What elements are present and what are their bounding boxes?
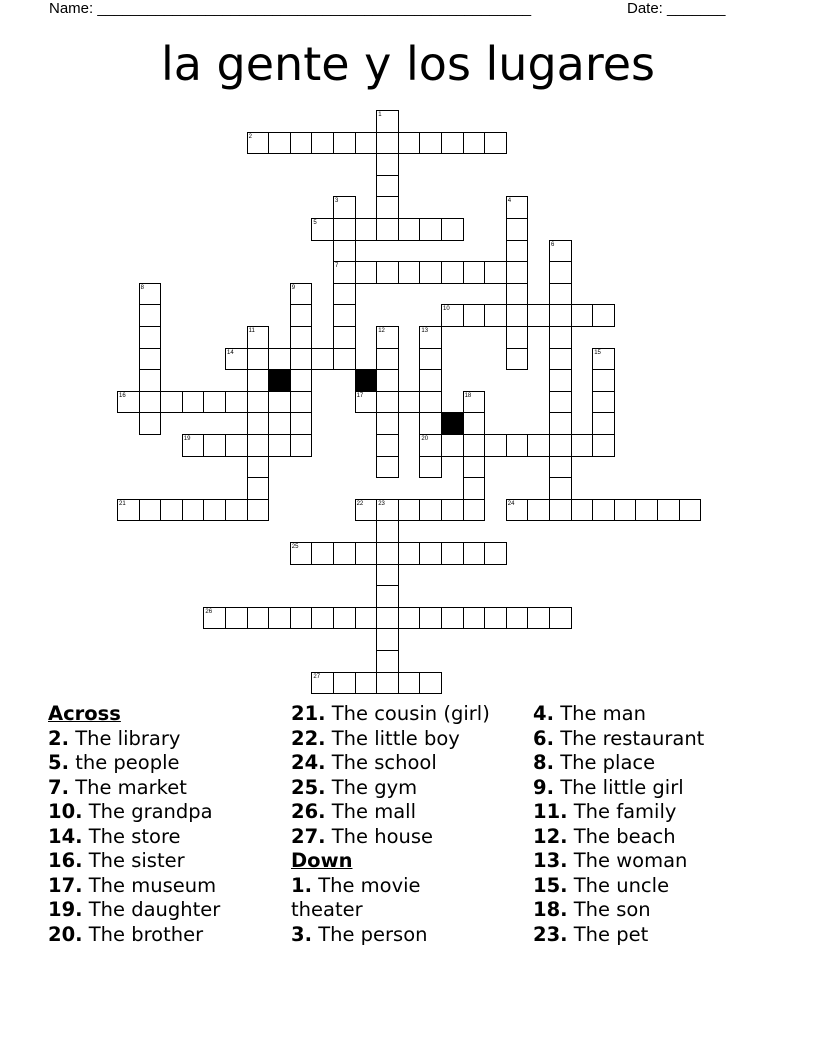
clue-text: The grandpa	[88, 800, 213, 823]
grid-cell[interactable]	[506, 261, 529, 284]
clue-number: 6.	[533, 726, 554, 750]
grid-cell[interactable]	[290, 369, 313, 392]
grid-cell[interactable]	[333, 132, 356, 155]
grid-cell[interactable]	[527, 304, 550, 327]
clue-number: 1.	[291, 873, 312, 897]
grid-cell[interactable]	[592, 391, 615, 414]
grid-cell[interactable]	[182, 391, 205, 414]
grid-cell[interactable]	[376, 456, 399, 479]
grid-cell[interactable]	[160, 499, 183, 522]
clue	[291, 751, 496, 776]
clue-number: 26	[205, 608, 213, 615]
clue-text: The uncle	[573, 873, 670, 897]
grid-cell[interactable]	[355, 261, 378, 284]
clue-text: The person	[318, 922, 428, 946]
clue-number: 22	[356, 500, 364, 507]
grid-cell[interactable]	[549, 391, 572, 414]
clue-number: 2	[248, 133, 252, 140]
grid-cell[interactable]	[160, 391, 183, 414]
grid-cell[interactable]	[571, 499, 594, 522]
grid-cell[interactable]	[463, 132, 486, 155]
clue-number: 7.	[48, 775, 69, 799]
page-title: la gente y los lugares	[160, 37, 656, 91]
grid-cell[interactable]	[333, 348, 356, 371]
grid-cell[interactable]	[355, 218, 378, 241]
grid-cell[interactable]	[355, 607, 378, 630]
grid-cell[interactable]	[398, 261, 421, 284]
clue-text: The library	[75, 726, 181, 750]
grid-cell[interactable]	[419, 456, 442, 479]
clue-text: The market	[75, 775, 187, 799]
clue-number: 18.	[533, 898, 568, 921]
clue-number: 11	[248, 328, 255, 334]
clue	[533, 702, 704, 727]
clue-text: The gym	[331, 775, 418, 799]
grid-cell[interactable]	[225, 391, 248, 414]
grid-cell[interactable]	[419, 499, 442, 522]
grid-cell[interactable]	[376, 672, 399, 695]
clue-text: The cousin (girl)	[331, 702, 490, 725]
grid-cell[interactable]	[463, 542, 486, 565]
clue-number: 10	[443, 306, 450, 313]
clue	[291, 874, 496, 923]
grid-cell[interactable]	[419, 369, 442, 392]
grid-cell[interactable]	[506, 283, 529, 306]
grid-cell[interactable]	[333, 240, 356, 263]
grid-cell[interactable]	[376, 132, 399, 155]
grid-cell[interactable]	[290, 412, 313, 435]
grid-cell[interactable]	[333, 304, 356, 327]
clues-column-2	[291, 702, 496, 947]
clue-text: The movie theater	[291, 873, 421, 921]
clue	[48, 825, 220, 850]
grid-cell[interactable]	[225, 607, 248, 630]
grid-cell[interactable]	[376, 628, 399, 651]
grid-cell[interactable]	[333, 326, 356, 349]
clue-text: the people	[75, 751, 180, 774]
clue-number: 8	[140, 284, 144, 291]
clue	[291, 800, 496, 825]
grid-cell[interactable]	[549, 261, 572, 284]
grid-cell[interactable]	[333, 218, 356, 241]
grid-cell[interactable]	[463, 261, 486, 284]
grid-cell[interactable]	[139, 326, 162, 349]
clue-text: The woman	[573, 849, 688, 872]
grid-cell[interactable]	[268, 391, 291, 414]
clue-number: 23.	[533, 922, 568, 946]
grid-cell[interactable]	[247, 391, 270, 414]
grid-cell[interactable]	[203, 499, 226, 522]
clue-number: 4.	[533, 702, 554, 725]
clue-number: 5.	[48, 751, 69, 774]
clue-text: The son	[573, 898, 651, 921]
grid-cell[interactable]	[679, 499, 702, 522]
clue-number: 20.	[48, 922, 83, 946]
grid-cell[interactable]	[592, 499, 615, 522]
clue-number: 20	[421, 436, 429, 442]
clue	[533, 800, 704, 825]
clue-number: 23	[378, 500, 385, 507]
grid-cell[interactable]	[376, 196, 399, 219]
grid-cell[interactable]	[419, 348, 442, 371]
grid-cell[interactable]	[506, 326, 529, 349]
grid-cell[interactable]	[355, 542, 378, 565]
down-heading: Down	[291, 849, 353, 872]
grid-cell[interactable]	[484, 434, 507, 457]
grid-cell[interactable]	[290, 348, 313, 371]
clue-number: 8.	[533, 751, 554, 774]
clue-number: 7	[335, 263, 339, 270]
grid-cell[interactable]	[268, 348, 291, 371]
grid-cell[interactable]	[549, 499, 572, 522]
clue-text: The daughter	[88, 898, 221, 921]
grid-cell[interactable]	[463, 434, 486, 457]
clue	[533, 923, 704, 948]
grid-cell[interactable]	[268, 434, 291, 457]
clue-number: 12	[378, 328, 385, 334]
grid-cell[interactable]	[398, 542, 421, 565]
grid-cell[interactable]	[247, 477, 270, 500]
clue-number: 1	[378, 112, 382, 118]
grid-cell[interactable]	[333, 542, 356, 565]
grid-cell[interactable]	[376, 348, 399, 371]
grid-cell[interactable]	[571, 434, 594, 457]
grid-cell[interactable]	[139, 304, 162, 327]
grid-cell[interactable]	[549, 326, 572, 349]
clue-number: 24.	[291, 751, 326, 774]
clue	[533, 776, 704, 801]
grid-cell[interactable]	[549, 369, 572, 392]
grid-cell[interactable]	[139, 412, 162, 435]
grid-cell[interactable]	[441, 607, 464, 630]
grid-cell[interactable]	[527, 434, 550, 457]
grid-cell[interactable]	[247, 348, 270, 371]
grid-cell[interactable]	[398, 499, 421, 522]
clue	[291, 825, 496, 850]
grid-cell[interactable]	[419, 607, 442, 630]
grid-cell[interactable]	[549, 412, 572, 435]
grid-cell[interactable]	[268, 132, 291, 155]
clue	[48, 874, 220, 899]
clue-number: 17.	[48, 873, 83, 897]
grid-cell[interactable]	[527, 499, 550, 522]
grid-cell[interactable]	[203, 391, 226, 414]
grid-cell[interactable]	[290, 304, 313, 327]
grid-cell[interactable]	[376, 369, 399, 392]
clue-text: The mall	[331, 800, 416, 823]
clue-number: 16	[119, 392, 126, 399]
grid-cell[interactable]	[376, 261, 399, 284]
clue	[533, 874, 704, 899]
clue	[48, 923, 220, 948]
clue	[533, 751, 704, 776]
grid-cell[interactable]	[571, 304, 594, 327]
grid-cell[interactable]	[549, 434, 572, 457]
grid-cell[interactable]	[549, 477, 572, 500]
grid-cell[interactable]	[247, 412, 270, 435]
clue-number: 14	[227, 349, 234, 356]
grid-cell[interactable]	[441, 261, 464, 284]
grid-cell[interactable]	[463, 607, 486, 630]
clue-number: 27.	[291, 824, 326, 848]
grid-cell[interactable]	[463, 304, 486, 327]
clue-number: 21.	[291, 702, 326, 725]
grid-cell[interactable]	[290, 391, 313, 414]
grid-cell[interactable]	[290, 132, 313, 155]
grid-cell[interactable]	[614, 499, 637, 522]
grid-cell[interactable]	[398, 132, 421, 155]
grid-cell[interactable]	[355, 672, 378, 695]
grid-cell[interactable]	[376, 650, 399, 673]
clue-text: The little boy	[331, 726, 460, 750]
clue	[48, 727, 220, 752]
clue-number: 16.	[48, 849, 83, 872]
grid-cell[interactable]	[506, 607, 529, 630]
grid-cell[interactable]	[549, 304, 572, 327]
grid-cell[interactable]	[592, 412, 615, 435]
grid-cell[interactable]	[139, 369, 162, 392]
name-line[interactable]: Name: ____________________________________________________	[49, 0, 532, 17]
grid-cell[interactable]	[657, 499, 680, 522]
clue-text: The restaurant	[560, 726, 705, 750]
grid-cell[interactable]	[549, 348, 572, 371]
grid-cell[interactable]	[484, 607, 507, 630]
clue-number: 3.	[291, 922, 312, 946]
grid-cell[interactable]	[376, 412, 399, 435]
clue-text: The house	[331, 824, 434, 848]
clue	[291, 702, 496, 727]
clue-text: The little girl	[560, 775, 684, 799]
clue	[533, 849, 704, 874]
clue-number: 12.	[533, 824, 568, 848]
grid-cell[interactable]	[419, 542, 442, 565]
clue	[533, 727, 704, 752]
clue-number: 9.	[533, 775, 554, 799]
grid-cell[interactable]	[376, 520, 399, 543]
grid-cell[interactable]	[463, 456, 486, 479]
clue	[533, 898, 704, 923]
clue-number: 24	[507, 500, 515, 507]
clue-number: 19.	[48, 898, 83, 921]
grid-cell[interactable]	[247, 434, 270, 457]
grid-cell[interactable]	[506, 348, 529, 371]
clue-text: The store	[88, 824, 181, 848]
clue-number: 15	[594, 349, 601, 356]
grid-cell[interactable]	[225, 434, 248, 457]
clue-number: 25	[291, 544, 299, 550]
black-cell	[441, 412, 464, 435]
grid-cell[interactable]	[527, 607, 550, 630]
grid-cell[interactable]	[182, 499, 205, 522]
grid-cell[interactable]	[376, 175, 399, 198]
clue-text: The school	[331, 751, 437, 774]
date-line[interactable]: Date: _______	[627, 0, 726, 17]
clue-number: 25.	[291, 775, 326, 799]
grid-cell[interactable]	[139, 348, 162, 371]
grid-cell[interactable]	[225, 499, 248, 522]
grid-cell[interactable]	[311, 132, 334, 155]
clue-number: 13	[421, 328, 429, 334]
clue	[291, 923, 496, 948]
grid-cell[interactable]	[419, 132, 442, 155]
grid-cell[interactable]	[376, 607, 399, 630]
grid-cell[interactable]	[419, 412, 442, 435]
clue-number: 6	[551, 241, 555, 248]
grid-cell[interactable]	[333, 607, 356, 630]
grid-cell[interactable]	[441, 499, 464, 522]
grid-cell[interactable]	[484, 542, 507, 565]
black-cell	[268, 369, 291, 392]
grid-cell[interactable]	[592, 434, 615, 457]
clue-number: 27	[313, 673, 321, 680]
grid-cell[interactable]	[139, 499, 162, 522]
grid-cell[interactable]	[333, 283, 356, 306]
clue	[48, 898, 220, 923]
clue	[533, 825, 704, 850]
clue-text: The beach	[573, 824, 676, 848]
grid-cell[interactable]	[268, 607, 291, 630]
grid-cell[interactable]	[290, 326, 313, 349]
grid-cell[interactable]	[549, 283, 572, 306]
clue-number: 17	[356, 392, 364, 399]
grid-cell[interactable]	[419, 218, 442, 241]
clue-number: 3	[335, 198, 339, 205]
grid-cell[interactable]	[441, 132, 464, 155]
grid-cell[interactable]	[139, 391, 162, 414]
clue-number: 13.	[533, 849, 568, 872]
grid-cell[interactable]	[463, 477, 486, 500]
grid-cell[interactable]	[484, 261, 507, 284]
grid-cell[interactable]	[506, 434, 529, 457]
grid-cell[interactable]	[441, 542, 464, 565]
grid-cell[interactable]	[398, 607, 421, 630]
clue-number: 26.	[291, 800, 326, 823]
clue-number: 18	[464, 392, 472, 399]
clue-number: 9	[291, 284, 296, 291]
grid-cell[interactable]	[247, 369, 270, 392]
clue-number: 4	[507, 198, 512, 205]
grid-cell[interactable]	[376, 153, 399, 176]
grid-cell[interactable]	[398, 218, 421, 241]
clue	[291, 727, 496, 752]
clue-number: 21	[119, 500, 126, 507]
grid-cell[interactable]	[311, 348, 334, 371]
across-heading: Across	[48, 702, 121, 725]
grid-cell[interactable]	[311, 542, 334, 565]
grid-cell[interactable]	[463, 412, 486, 435]
grid-cell[interactable]	[376, 434, 399, 457]
clue-number: 22.	[291, 726, 326, 750]
grid-cell[interactable]	[506, 218, 529, 241]
grid-cell[interactable]	[203, 434, 226, 457]
clue-text: The pet	[573, 922, 649, 946]
grid-cell[interactable]	[290, 434, 313, 457]
grid-cell[interactable]	[549, 607, 572, 630]
clue-number: 5	[313, 220, 317, 226]
grid-cell[interactable]	[441, 218, 464, 241]
grid-cell[interactable]	[635, 499, 658, 522]
grid-cell[interactable]	[376, 564, 399, 587]
grid-cell[interactable]	[506, 304, 529, 327]
grid-cell[interactable]	[592, 369, 615, 392]
clue-text: The place	[560, 751, 656, 774]
grid-cell[interactable]	[463, 499, 486, 522]
clue	[48, 849, 220, 874]
clue	[291, 776, 496, 801]
grid-cell[interactable]	[247, 499, 270, 522]
grid-cell[interactable]	[549, 456, 572, 479]
clue-number: 2.	[48, 726, 69, 750]
grid-cell[interactable]	[376, 218, 399, 241]
grid-cell[interactable]	[376, 391, 399, 414]
grid-cell[interactable]	[247, 607, 270, 630]
black-cell	[355, 369, 378, 392]
grid-cell[interactable]	[441, 434, 464, 457]
clue-number: 11.	[533, 800, 568, 823]
grid-cell[interactable]	[333, 672, 356, 695]
grid-cell[interactable]	[419, 261, 442, 284]
grid-cell[interactable]	[376, 542, 399, 565]
grid-cell[interactable]	[484, 132, 507, 155]
grid-cell[interactable]	[419, 672, 442, 695]
clue-text: The brother	[88, 922, 204, 946]
clues-column-3	[533, 702, 704, 947]
grid-cell[interactable]	[592, 304, 615, 327]
grid-cell[interactable]	[398, 391, 421, 414]
clue-text: The man	[560, 702, 646, 725]
grid-cell[interactable]	[247, 456, 270, 479]
grid-cell[interactable]	[355, 132, 378, 155]
clue-number: 15.	[533, 873, 568, 897]
clue	[48, 751, 220, 776]
clue	[48, 776, 220, 801]
grid-cell[interactable]	[376, 585, 399, 608]
clue-number: 19	[183, 436, 191, 442]
grid-cell[interactable]	[398, 672, 421, 695]
clue-text: The family	[573, 800, 677, 823]
grid-cell[interactable]	[290, 607, 313, 630]
clue-text: The sister	[88, 849, 185, 872]
clues-column-1	[48, 702, 220, 947]
grid-cell[interactable]	[484, 304, 507, 327]
clue-number: 10.	[48, 800, 83, 823]
clue	[48, 800, 220, 825]
clue-text: The museum	[88, 873, 217, 897]
grid-cell[interactable]	[311, 607, 334, 630]
clue-number: 14.	[48, 824, 83, 848]
grid-cell[interactable]	[419, 391, 442, 414]
grid-cell[interactable]	[506, 240, 529, 263]
